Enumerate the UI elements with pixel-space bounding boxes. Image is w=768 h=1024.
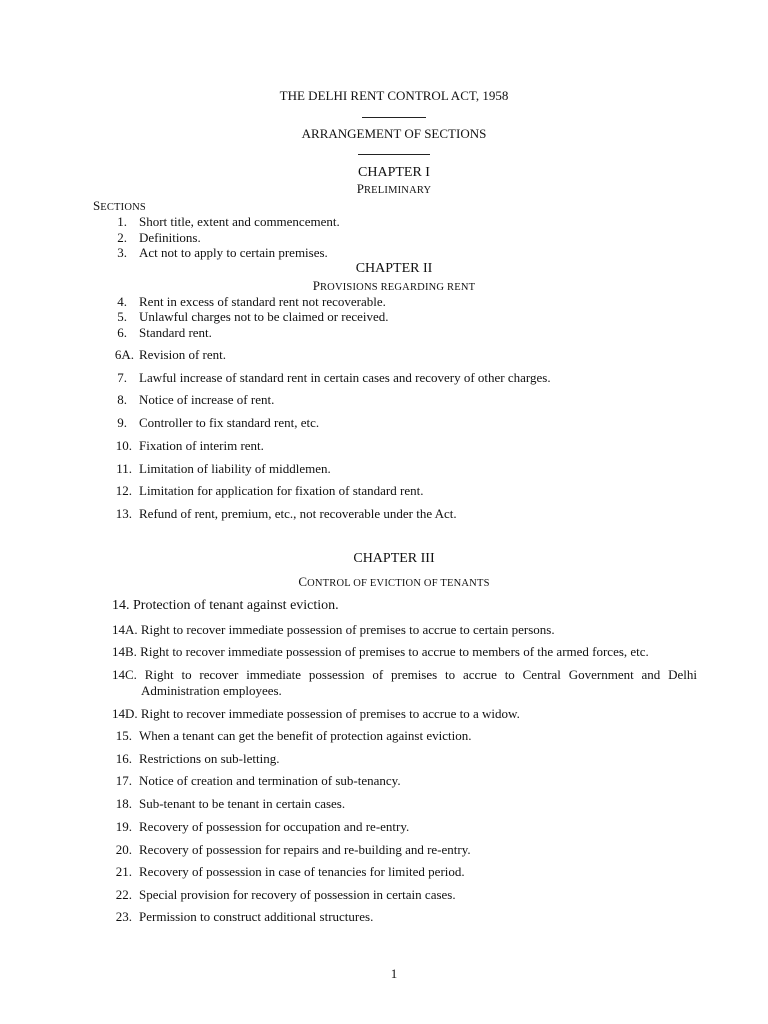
section-title: Unlawful charges not to be claimed or received. xyxy=(139,309,389,324)
section-title: Limitation of liability of middlemen. xyxy=(139,461,331,476)
section-14d: 14D. Right to recover immediate possession of premises to accrue to a widow. xyxy=(112,706,520,721)
section-number: 23. xyxy=(115,909,132,924)
section-number: 20. xyxy=(115,842,132,857)
section-number: 19. xyxy=(115,819,132,834)
subtitle-divider xyxy=(358,154,430,155)
section-number: 13. xyxy=(115,506,132,521)
section-number: 9. xyxy=(117,415,127,430)
section-title: Special provision for recovery of possession in certain cases. xyxy=(139,887,456,902)
section-number: 5. xyxy=(117,309,127,324)
page-number: 1 xyxy=(390,966,398,981)
section-number: 7. xyxy=(117,370,127,385)
section-title: Short title, extent and commencement. xyxy=(139,214,340,229)
section-title: Fixation of interim rent. xyxy=(139,438,264,453)
chapter-3-name: CONTROL OF EVICTION OF TENANTS xyxy=(298,574,490,589)
section-number: 6A. xyxy=(114,347,134,362)
section-number: 8. xyxy=(117,392,127,407)
section-number: 15. xyxy=(115,728,132,743)
chapter-1-name: PRELIMINARY xyxy=(356,181,432,196)
section-title: Recovery of possession for repairs and re-building and re-entry. xyxy=(139,842,471,857)
section-number: 1. xyxy=(117,214,127,229)
chapter-2-heading: CHAPTER II xyxy=(355,261,433,276)
section-14c-line-1: 14C. Right to recover immediate possession of premises to accrue to Central Government and Delhi xyxy=(112,667,697,682)
document-title: THE DELHI RENT CONTROL ACT, 1958 xyxy=(279,88,509,103)
section-number: 10. xyxy=(115,438,132,453)
section-number: 17. xyxy=(115,773,132,788)
chapter-2-name: PROVISIONS REGARDING RENT xyxy=(312,278,476,293)
section-title: Revision of rent. xyxy=(139,347,227,362)
section-14c-line-2: Administration employees. xyxy=(141,683,282,698)
section-title: Permission to construct additional structures. xyxy=(139,909,374,924)
section-14a: 14A. Right to recover immediate possession of premises to accrue to certain persons. xyxy=(112,622,555,637)
section-14: 14. Protection of tenant against eviction. xyxy=(112,598,339,613)
section-title: Controller to fix standard rent, etc. xyxy=(139,415,320,430)
section-title: Restrictions on sub-letting. xyxy=(139,751,280,766)
title-divider xyxy=(362,117,426,118)
section-title: Lawful increase of standard rent in certain cases and recovery of other charges. xyxy=(139,370,551,385)
section-number: 11. xyxy=(116,461,132,476)
section-number: 12. xyxy=(115,483,132,498)
section-number: 22. xyxy=(115,887,132,902)
section-title: Notice of increase of rent. xyxy=(139,392,275,407)
section-number: 3. xyxy=(117,245,127,260)
section-14b: 14B. Right to recover immediate possession of premises to accrue to members of the armed forces, etc. xyxy=(112,644,649,659)
section-number: 6. xyxy=(117,325,127,340)
section-title: Sub-tenant to be tenant in certain cases. xyxy=(139,796,346,811)
section-title: Limitation for application for fixation of standard rent. xyxy=(139,483,424,498)
section-title: Standard rent. xyxy=(139,325,212,340)
section-title: Notice of creation and termination of sub-tenancy. xyxy=(139,773,401,788)
section-title: When a tenant can get the benefit of protection against eviction. xyxy=(139,728,472,743)
section-number: 4. xyxy=(117,294,127,309)
section-title: Definitions. xyxy=(139,230,201,245)
section-number: 16. xyxy=(115,751,132,766)
section-number: 2. xyxy=(117,230,127,245)
chapter-1-heading: CHAPTER I xyxy=(358,165,430,180)
document-subtitle: ARRANGEMENT OF SECTIONS xyxy=(301,126,487,141)
section-title: Recovery of possession for occupation and re-entry. xyxy=(139,819,410,834)
section-number: 18. xyxy=(115,796,132,811)
section-title: Act not to apply to certain premises. xyxy=(139,245,328,260)
chapter-3-heading: CHAPTER III xyxy=(353,551,435,566)
section-number: 21. xyxy=(115,864,132,879)
sections-label: SECTIONS xyxy=(93,198,146,213)
section-title: Rent in excess of standard rent not recoverable. xyxy=(139,294,386,309)
section-title: Recovery of possession in case of tenancies for limited period. xyxy=(139,864,465,879)
section-title: Refund of rent, premium, etc., not recoverable under the Act. xyxy=(139,506,457,521)
